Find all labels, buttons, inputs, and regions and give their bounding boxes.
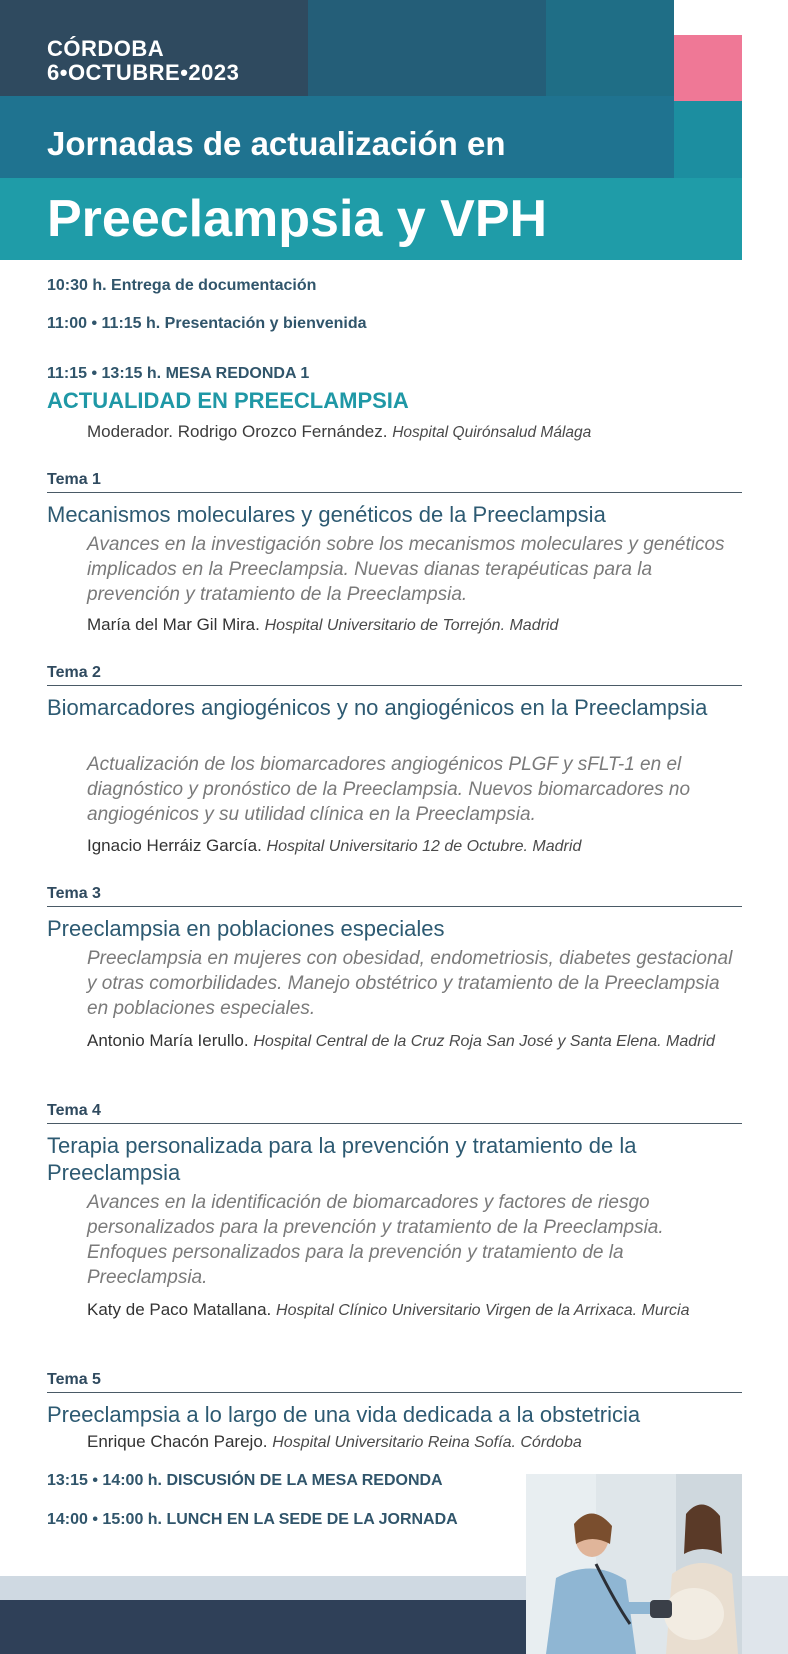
tema-2-label: Tema 2 (47, 663, 742, 686)
tema-1-speaker (87, 613, 742, 638)
schedule-item-welcome: 11:00 • 11:15 h. Presentación y bienvenida (47, 315, 367, 332)
footer-right-bar (742, 1576, 788, 1654)
tema-2-speaker (87, 834, 742, 859)
tema-3-speaker (87, 1029, 742, 1054)
tema-1-description: Avances en la investigación sobre los mecanismos moleculares y genéticos implicados en la Preeclampsia. Nuevas dianas terapéuticas para la prevención y tratamiento de la Preeclampsia. (87, 534, 725, 605)
header-mid-block-2 (546, 0, 674, 96)
doctor-patient-illustration (526, 1474, 742, 1654)
footer-dark-bar (0, 1600, 526, 1654)
speaker-name: Katy de Paco Matallana. (87, 1300, 272, 1319)
moderator-name: Moderador. Rodrigo Orozco Fernández. (87, 422, 388, 441)
event-date: 6•OCTUBRE•2023 (47, 60, 240, 85)
mesa-redonda-title: ACTUALIDAD EN PREECLAMPSIA (47, 388, 409, 413)
header-title-band-accent (674, 101, 742, 178)
tema-2-description: Actualización de los biomarcadores angiogénicos PLGF y sFLT-1 en el diagnóstico y pronóstico de la Preeclampsia. Nuevos biomarcadores no angiogénicos y su utilidad clínica en la Preeclampsia. (87, 754, 691, 825)
tema-5-label: Tema 5 (47, 1370, 742, 1393)
speaker-institution: Hospital Universitario de Torrejón. Madrid (264, 617, 559, 634)
mesa-redonda-time: 11:15 • 13:15 h. MESA REDONDA 1 (47, 365, 310, 382)
moderator-institution: Hospital Quirónsalud Málaga (392, 424, 592, 441)
tema-2-title: Biomarcadores angiogénicos y no angiogénicos en la Preeclampsia (47, 695, 708, 720)
speaker-institution: Hospital Universitario Reina Sofía. Córdoba (272, 1434, 582, 1451)
tema-1-label: Tema 1 (47, 470, 742, 493)
tema-1-title: Mecanismos moleculares y genéticos de la Preeclampsia (47, 502, 606, 527)
speaker-institution: Hospital Central de la Cruz Roja San José y Santa Elena. Madrid (253, 1033, 715, 1050)
schedule-item-registration: 10:30 h. Entrega de documentación (47, 277, 317, 294)
event-city: CÓRDOBA (47, 36, 165, 61)
event-title-line2: Preeclampsia y VPH (47, 190, 548, 248)
moderator-line (47, 421, 741, 444)
speaker-name: Ignacio Herráiz García. (87, 836, 262, 855)
tema-4-title: Terapia personalizada para la prevención y tratamiento de la Preeclampsia (47, 1133, 637, 1185)
speaker-institution: Hospital Universitario 12 de Octubre. Madrid (266, 838, 582, 855)
schedule-item-lunch: 14:00 • 15:00 h. LUNCH EN LA SEDE DE LA JORNADA (47, 1511, 458, 1528)
doctor-patient-photo (526, 1474, 742, 1654)
speaker-name: Enrique Chacón Parejo. (87, 1432, 268, 1451)
tema-4-description: Avances en la identificación de biomarcadores y factores de riesgo personalizados para la prevención y tratamiento de la Preeclampsia. Enfoques personalizados para la prevención y tratamiento de la Preeclampsia. (87, 1192, 664, 1288)
speaker-institution: Hospital Clínico Universitario Virgen de la Arrixaca. Murcia (276, 1302, 690, 1319)
footer-light-bar (0, 1576, 526, 1600)
header-pink-accent (674, 35, 742, 101)
tema-5-title: Preeclampsia a lo largo de una vida dedicada a la obstetricia (47, 1402, 641, 1427)
tema-3-label: Tema 3 (47, 884, 742, 907)
tema-3-title: Preeclampsia en poblaciones especiales (47, 916, 445, 941)
schedule-item-discussion: 13:15 • 14:00 h. DISCUSIÓN DE LA MESA REDONDA (47, 1472, 443, 1489)
header-mid-block (308, 0, 546, 96)
speaker-name: María del Mar Gil Mira. (87, 615, 260, 634)
tema-3-description: Preeclampsia en mujeres con obesidad, endometriosis, diabetes gestacional y otras comorbilidades. Manejo obstétrico y tratamiento de la Preeclampsia en poblaciones especiales. (87, 948, 733, 1019)
event-location-date (47, 37, 239, 85)
tema-5-speaker (87, 1430, 742, 1455)
speaker-name: Antonio María Ierullo. (87, 1031, 249, 1050)
tema-4-speaker (87, 1298, 742, 1323)
tema-4-label: Tema 4 (47, 1101, 742, 1124)
event-title-line1: Jornadas de actualización en (47, 125, 506, 162)
